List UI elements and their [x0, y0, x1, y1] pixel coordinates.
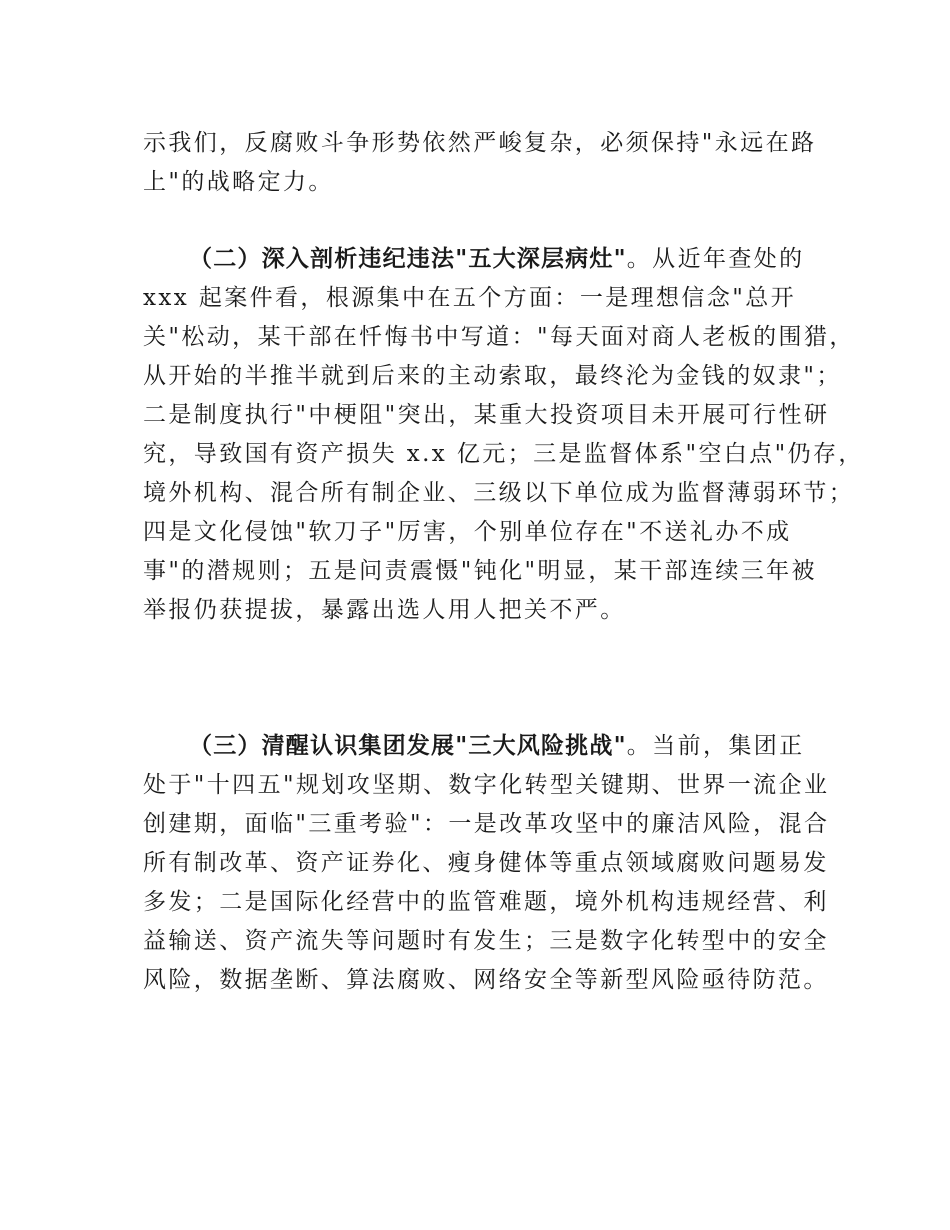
- section-2-paragraph: [143, 240, 864, 630]
- section-3-paragraph: [143, 727, 830, 1000]
- text-line: 境外机构、混合所有制企业、三级以下单位成为监督薄弱环节；: [143, 480, 855, 506]
- text-line: xxx 起案件看，根源集中在五个方面：一是理想信念"总开: [143, 285, 797, 311]
- paragraph-continuation: [143, 124, 823, 202]
- section-2-first-line: [143, 240, 823, 279]
- text-line: 关"松动，某干部在忏悔书中写道："每天面对商人老板的围猎，: [143, 324, 855, 350]
- text-line: 多发；二是国际化经营中的监管难题，境外机构违规经营、利: [143, 889, 829, 915]
- text-line: 风险，数据垄断、算法腐败、网络安全等新型风险亟待防范。: [143, 967, 829, 993]
- section-2-heading: （二）深入剖析违纪违法"五大深层病灶": [189, 246, 627, 272]
- text-line: 举报仍获提拔，暴露出选人用人把关不严。: [143, 597, 626, 623]
- text-line: 四是文化侵蚀"软刀子"厉害，个别单位存在"不送礼办不成: [143, 519, 792, 545]
- text-line: 益输送、资产流失等问题时有发生；三是数字化转型中的安全: [143, 928, 829, 954]
- text-line: 事"的潜规则；五是问责震慑"钝化"明显，某干部连续三年被: [143, 558, 817, 584]
- text-line: 创建期，面临"三重考验"：一是改革攻坚中的廉洁风险，混合: [143, 811, 830, 837]
- section-2-lead-text: 。从近年查处的: [626, 246, 805, 272]
- section-3-first-line: [143, 727, 823, 766]
- text-line: 示我们，反腐败斗争形势依然严峻复杂，必须保持"永远在路: [143, 130, 817, 156]
- section-3-heading: （三）清醒认识集团发展"三大风险挑战": [189, 733, 627, 759]
- text-line: 二是制度执行"中梗阻"突出，某重大投资项目未开展可行性研: [143, 402, 830, 428]
- text-line: 所有制改革、资产证券化、瘦身健体等重点领域腐败问题易发: [143, 850, 829, 876]
- text-line: 从开始的半推半就到后来的主动索取，最终沦为金钱的奴隶"；: [143, 363, 842, 389]
- text-line: 究，导致国有资产损失 x.x 亿元；三是监督体系"空白点"仍存，: [143, 441, 864, 467]
- text-line: 处于"十四五"规划攻坚期、数字化转型关键期、世界一流企业: [143, 772, 830, 798]
- text-line: 上"的战略定力。: [143, 169, 334, 195]
- section-3-lead-text: 。当前，集团正: [626, 733, 805, 759]
